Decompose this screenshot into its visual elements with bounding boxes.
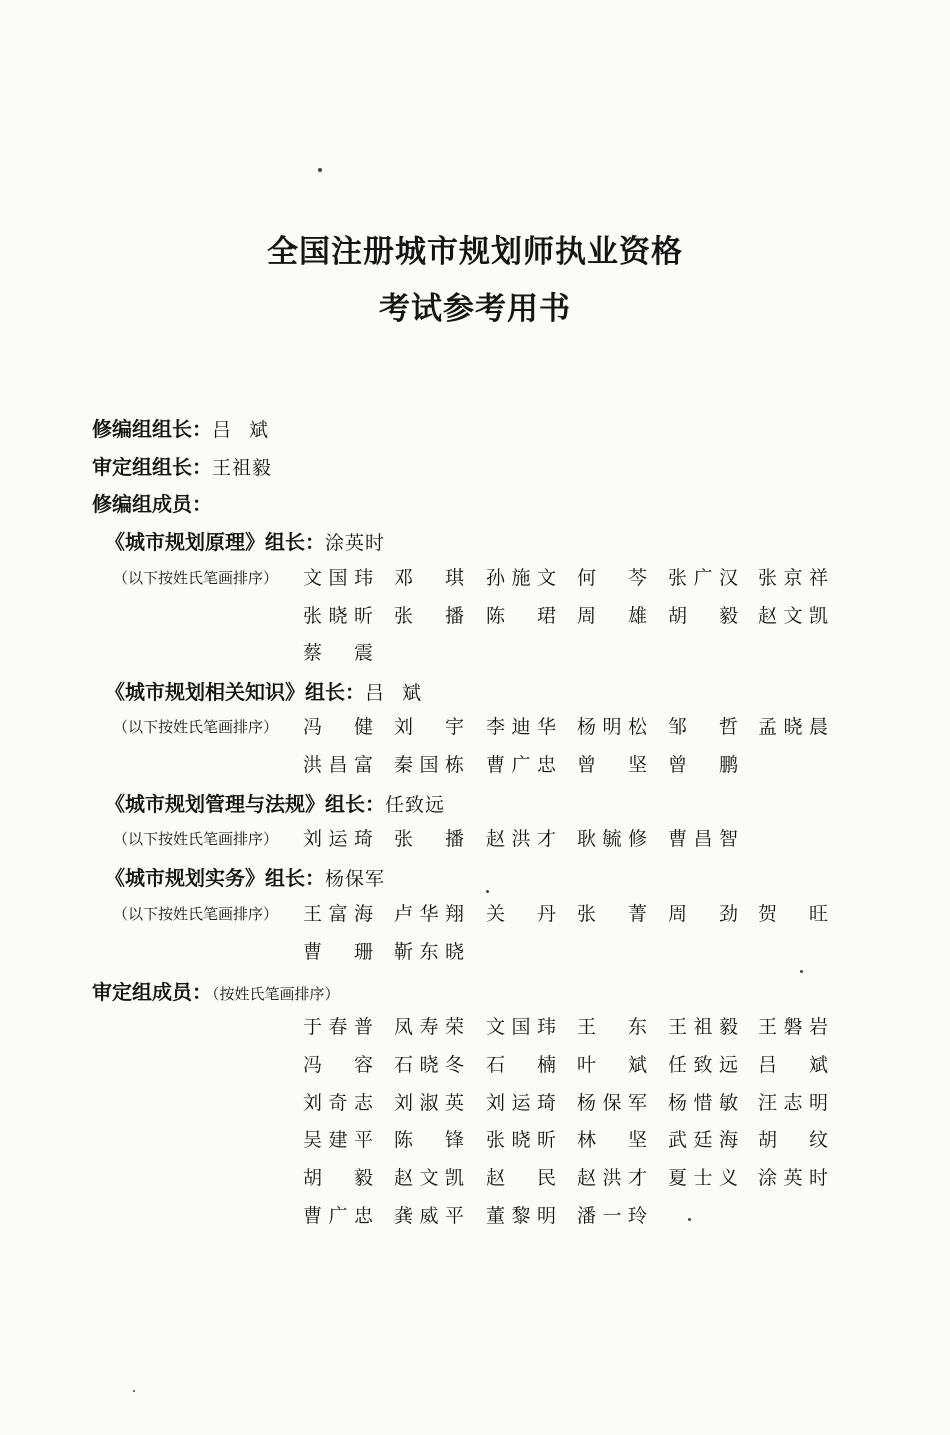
book-heading [105,676,427,705]
member-name: 邹 哲 [668,716,738,738]
sort-note: （以下按姓氏笔画排序） [113,718,279,736]
member-name: 卢华翔 [394,903,464,925]
member-name: 张 播 [394,828,464,850]
member-name: 文国玮 [486,1016,556,1038]
member-name: 王祖毅 [668,1016,738,1038]
member-name: 胡 毅 [668,604,738,627]
member-name: 林 坚 [577,1129,647,1152]
member-name: 周 雄 [577,604,647,627]
book-leader: 涂英时 [325,532,386,554]
member-name: 冯 健 [303,716,373,738]
member-name: 何 芩 [577,567,647,589]
member-name: 赵 民 [486,1167,556,1190]
member-name: 涂英时 [758,1167,828,1190]
member-name: 王 东 [577,1016,647,1038]
member-name: 张 菁 [577,903,647,925]
member-name: 赵洪才 [486,828,556,850]
book-title: 《城市规划管理与法规》组长： [105,792,385,816]
member-name: 秦国栋 [394,753,464,776]
member-name: 周 劲 [668,903,738,925]
member-name: 刘运琦 [486,1091,556,1114]
scan-speck [688,1218,691,1221]
member-name: 王富海 [303,903,373,925]
book-heading [105,862,385,891]
title-line-2: 考试参考用书 [379,291,571,327]
member-name: 武廷海 [668,1129,738,1152]
member-name: 凤寿荣 [394,1016,464,1038]
member-name: 孟晓晨 [758,716,828,738]
member-name: 赵洪才 [577,1167,647,1190]
reviewers-label: 审定组成员： [92,980,212,1004]
member-name: 杨惜敏 [668,1091,738,1114]
scan-speck [318,168,322,172]
member-name: 曹广忠 [486,753,556,776]
member-name: 吴建平 [303,1129,373,1152]
editor-chief-label: 修编组组长： [92,417,212,441]
member-name: 董黎明 [486,1205,556,1227]
review-chief-name: 王祖毅 [212,457,273,479]
editors-label: 修编组成员： [92,492,212,516]
member-name: 杨保军 [577,1091,647,1114]
member-name: 赵文凯 [758,604,828,627]
book-leader: 杨保军 [325,868,386,890]
member-name: 石晓冬 [394,1053,464,1076]
book-title: 《城市规划实务》组长： [105,866,325,890]
member-name: 杨明松 [577,716,647,738]
member-name: 王磐岩 [758,1016,828,1038]
member-name: 张晓昕 [303,604,373,627]
book-title: 《城市规划相关知识》组长： [105,680,365,704]
member-name: 赵文凯 [394,1167,464,1190]
editor-chief-name: 吕 斌 [212,419,275,441]
member-name: 任致远 [668,1053,738,1076]
member-name: 张京祥 [758,567,828,589]
member-name: 石 楠 [486,1053,556,1076]
member-name: 曾 鹏 [668,753,738,776]
sort-note: （以下按姓氏笔画排序） [113,569,279,587]
member-name: 刘淑英 [394,1091,464,1114]
title-line-1: 全国注册城市规划师执业资格 [267,234,683,270]
member-name: 李迪华 [486,716,556,738]
member-name: 夏士义 [668,1167,738,1190]
member-name: 曹昌智 [668,828,738,850]
member-name: 吕 斌 [758,1053,828,1076]
member-name: 洪昌富 [303,753,373,776]
reviewers-heading [92,976,340,1005]
member-name: 曹广忠 [303,1205,373,1227]
member-name: 文国玮 [303,567,373,589]
member-name: 陈 锋 [394,1129,464,1152]
sort-note: （以下按姓氏笔画排序） [113,905,279,923]
member-name: 贺 旺 [758,903,828,925]
sort-note: （以下按姓氏笔画排序） [113,830,279,848]
member-name: 胡 毅 [303,1167,373,1190]
book-heading [105,526,385,555]
review-chief-label: 审定组组长： [92,455,212,479]
scan-speck [486,890,489,893]
member-name: 潘一玲 [577,1205,647,1227]
member-name: 曾 坚 [577,753,647,776]
review-chief-row [92,451,272,480]
member-name: 蔡 震 [303,642,373,664]
member-name: 刘 宇 [394,716,464,738]
member-name: 刘运琦 [303,828,373,850]
member-name: 曹 珊 [303,940,373,963]
book-leader: 吕 斌 [365,682,428,704]
member-name: 龚威平 [394,1205,464,1227]
reviewers-note: （按姓氏笔画排序） [212,985,340,1003]
book-leader: 任致远 [385,794,446,816]
member-name: 张 播 [394,604,464,627]
member-name: 张晓昕 [486,1129,556,1152]
member-name: 陈 珺 [486,604,556,627]
member-name: 耿毓修 [577,828,647,850]
book-heading [105,788,445,817]
member-name: 叶 斌 [577,1053,647,1076]
member-name: 胡 纹 [758,1129,828,1152]
book-title: 《城市规划原理》组长： [105,530,325,554]
member-name: 于春普 [303,1016,373,1038]
member-name: 关 丹 [486,903,556,925]
member-name: 邓 琪 [394,567,464,589]
member-name: 孙施文 [486,567,556,589]
member-name: 汪志明 [758,1091,828,1114]
member-name: 冯 容 [303,1053,373,1076]
scan-speck [800,970,803,973]
member-name: 张广汉 [668,567,738,589]
editor-chief-row [92,413,274,442]
member-name: 刘奇志 [303,1091,373,1114]
member-name: 靳东晓 [394,940,464,963]
scan-speck [133,1390,135,1392]
